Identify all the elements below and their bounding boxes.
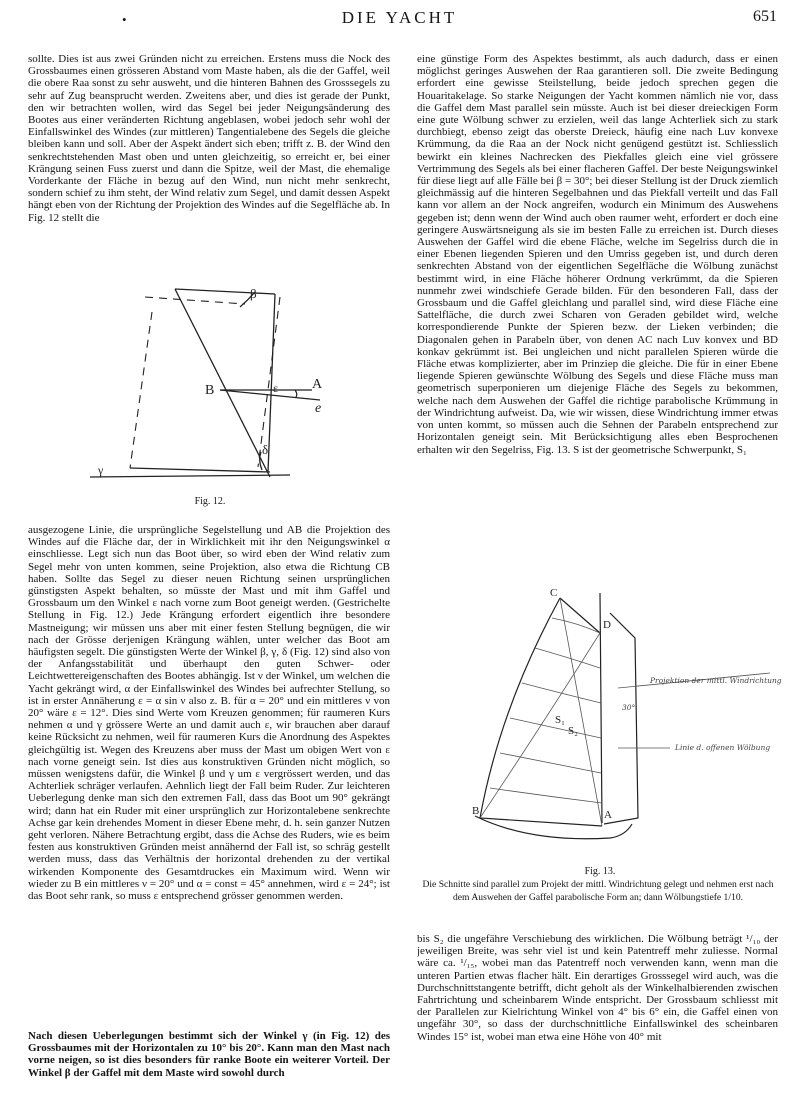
paragraph: sollte. Dies ist aus zwei Gründen nicht zu erreichen. Erstens muss die Nock des Grossbaumes einen grösseren Abstand vom Maste haben, als die der Gaffel, weil die obere Raa sonst zu sehr ausweht, und die hinteren Bahnen des Grosssegels zu sehr auf Zug beansprucht werden. Zweitens aber, und dies ist gerade der Punkt, den wir betrachten wollen, wird das Segel bei jeder Neigungsänderung des Bootes aus einer veränderten Richtung angeblasen, wobei jedoch sehr wohl der Einfallswinkel des Windes (zur mittleren) Tangentialebene des Segels die gleiche bleiben kann und soll. Aber der Aspekt ändert sich eben; trifft z. B. der Wind den senkrechtstehenden Mast oben und unten gleichzeitig, so erreicht er, bei einer Krängung seinen Fuss zuerst und dann die Spitze, weil der Mast, die ehemalige Vorderkante der Fläche in bezug auf den Wind, nun nicht mehr senkrecht, sondern schief zu ihm steht, der Wind relativ zum Segel, und damit dessen Aspekt hängt eben von der Richtung der Projektion des Windes auf die Segelfläche ab. In Fig. 12 stellt die [28,53,390,224]
section-line [552,618,600,633]
sail-plan-diagram [460,588,780,858]
label-b: B [205,383,215,398]
figure-13-note: Die Schnitte sind parallel zum Projekt der mittl. Windrichtung gelegt und nehmen erst nach dem Auswehen der Gaffel parabolische Form an; dann Wölbungstiefe 1/10. [422,879,774,903]
dashed-gaffel-line [145,297,245,304]
gaffel-line [175,289,275,294]
mast-line [600,593,602,823]
boom-line [130,468,270,472]
header-bullet: • [122,12,127,27]
sail-angle-diagram [90,282,323,497]
label-e: e [315,401,322,416]
diagonal-line [560,598,602,826]
left-column-bottom [28,524,390,1034]
tilted-wind-line [220,390,320,400]
diagonal-line [480,633,600,818]
label-delta: δ [262,442,269,457]
label-d: D [603,619,611,631]
label-a: A [312,377,323,392]
right-column-top [417,53,778,575]
paragraph: Nach diesen Ueberlegungen bestimmt sich der Winkel γ (in Fig. 12) des Grossbaumes mit der Horizontalen zu 10° bis 20°. Kann man den Mast nach vorne neigen, so ist dies besonders für ranke Boote ein weiterer Vorteil. Der Winkel β der Gaffel mit dem Maste wird sowohl durch [28,1030,390,1079]
section-line [535,648,600,668]
label-beta: β [250,286,257,301]
journal-title: DIE YACHT [341,8,458,27]
section-line [500,753,601,773]
leech-line [175,289,270,477]
label-s1: S₁ [555,714,565,726]
paragraph: bis S₂ die ungefähre Verschiebung des wirklichen. Die Wölbung beträgt ¹/₁₀ der jeweiligen Breite, was sehr viel ist und kein Patentreff mehr zuliesse. Normal wäre ca. ¹/₁₅, wobei man das Patentreff noch verwenden kann, wenn man die unteren Partien etwas flacher hält. Ein derartiges Grosssegel wird auch, was die Durchschnittstangente betrifft, dicht geholt als der Winkelhalbierenden zwischen Fahrtrichtung und scheinbarem Winde entspricht. Der Grossbaum schliesst mit der Parallelen zur Kielrichtung Winkel von 4° bis 6° ein, die Gaffel einen von ungefähr 30°, so dass der durchschnittliche Einfallswinkel des scheinbaren Windes 15° ist, wobei man etwa eine Höhe von 40° mit [417,933,778,1043]
figure-12-caption: Fig. 12. [194,496,226,507]
label-gamma: γ [98,463,104,477]
epsilon-arc [295,390,297,397]
paragraph: ausgezogene Linie, die ursprüngliche Segelstellung und AB die Projektion des Windes auf die Fläche dar, der in Wirklichkeit mit ihr den Neigungswinkel α einschliesse. Legt sich nun das Boot über, so wird eben der Wind relativ zum Segel mehr von unten kommen, seine Projektion, also etwa die Richtung CB haben. Sollte das Segel zu dieser neuen Richtung seinen ursprünglichen günstigsten Aspekt behalten, so müsste der Mast und mit ihm Gaffel und Grossbaum um den Winkel ε nach vorne zum Boot geneigt werden. (Gestrichelte Stellung in Fig. 12.) Jede Krängung erfordert eigentlich ihre besondere Mastneigung; wir müssen uns aber mit einer festen Stellung begnügen, die wir nach der Grösse derjenigen Krängung wählen, unter welcher das Boot am häufigsten segelt. Die günstigsten Werte der Winkel β, γ, δ (Fig. 12) sind also von der Anfangsstabilität und überhaupt den guten Schwer- oder Leichtwettereigenschaften des Bootes abhängig. Ist ν der Winkel, um welchen die Yacht gekrängt wird, α der Einfallswinkel des Windes bei aufrechter Stellung, so ist in erster Annäherung ε = α sin ν also z. B. für α = 20° und ein mittleres ν von 20° wäre ε = 12°. Dies sind Werte vom Kreuzen genommen; für raumeren Kurs nehmen α und γ grössere Werte an und damit auch ε, wir brauchen aber darauf keine Rücksicht zu nehmen, weil für raumeren Kurs die Anordnung des Aspektes gleichgültig ist. Wegen des Kreuzens aber muss der Mast um obigen Wert von ε nach vorne geneigt sein. Ist dies aus konstruktiven Gründen nicht möglich, so müssen wenigstens dafür, die Winkel β und γ um ε vergrössert werden, und das Achterliek schräger verlaufen. Aehnlich liegt der Fall beim Ruder. Zur leichteren Ueberlegung denke man sich den extremen Fall, dass das Boot um 90° gekrängt wird; dann hat ein Ruder mit einer ursprünglich zur Horizontalebene senkrechte Achse gar kein drehendes Moment in dieser Ebene mehr, d. h. sein ganzer Nutzen geht verloren. Nähere Betrachtung ergibt, dass die Achse des Ruders, wie es beim festen aus konstruktiven Gründen meist annähernd der Fall ist, so schräg gestellt werden muss, dass das Verhältnis der horizontal drehenden zu der vertikal wirkenden Komponente des Gesamtdruckes ein Maximum wird. Wenn wir wieder zu B ein mittleres ν = 20° und α = const = 45° annehmen, wird ε = 24°; ist das Boot sehr rank, so muss ε entsprechend grösser genommen werden. [28,524,390,903]
figure-13-caption: Fig. 13. [584,866,616,877]
wind-projection-note: Projektion der mittl. Windrichtung [650,676,782,685]
left-column-top [28,53,390,279]
label-a: A [604,809,612,821]
page-number: 651 [753,8,777,25]
wolbung-note: Linie d. offenen Wölbung [675,743,771,752]
leech-line [480,598,602,826]
label-s2: S₂ [568,725,578,737]
figure-13 [460,588,780,858]
section-line [490,788,602,803]
paragraph: eine günstige Form des Aspektes bestimmt, als auch dadurch, dass er einen möglichst geringes Auswehen der Raa garantieren soll. Die zweite Bedingung erfordert eine gewisse Steilstellung, beide jedoch sprechen gegen die Houaritakelage. So starke Neigungen der Yacht kommen nämlich nie vor, dass die Gaffel dem Mast parallel sein müsste. Auch ist bei dieser dreieckigen Form eine gute Wölbung schwer zu erzielen, weil das lange Achterliek sich zu stark durchbiegt, ebenso zeigt das oberste Dreieck, häufig eine nach Luv konvexe Krümmung, da die Raa an der Nock nicht genügend gestützt ist. Schliesslich bewirkt ein kleines Nachrecken des Piekfalles gleich eine viel grössere Vertrimmung des Segels als bei einer flacheren Gaffel. Der beste Neigungswinkel für diese liegt auf alle Fälle bei β = 30°; bei dieser Stellung ist der Druck ziemlich gleichmässig auf die hinteren Segelbahnen und das Piekfall verteilt und das Fall kann vor allem an der Nock angreifen, wodurch ein Minimum des Auswehens gegeben ist; denn wenn der Wind auch oben raumer weht, erfordert er doch eine geringere Auswärtsneigung als sie im besten Falle zu erreichen ist. Durch dieses Auswehen der Gaffel wird die ebene Fläche, welche im Segelriss durch die in einer Ebenen liegenden Spieren und den Umriss gegeben ist, und durch deren senkrechten Abstand von der eigentlichen Segelfläche die Wölbung zunächst bestimmt wird, in eine Fläche höherer Ordnung verkrümmt, da die Spieren nunmehr zwei windschiefe Gerade bilden. Für den besonderen Fall, dass der Grossbaum und die Gaffel gleichlang und parallel sind, wird diese Fläche eine Sattelfläche, die durch zwei Scharen von Geraden gebildet wird, welche korrespondierende Punkte der Spieren bezw. der Lieken verbinden; die Diagonalen gehen in Parabeln über, von denen AC nach Luv konvex und BD konkav gekrümmt ist. Bei ungleichen und nicht parallelen Spieren würde die Fläche etwas komplizierter, aber im Prinziep die gleiche. Die für in einer Ebene liegende Spieren gewünschte Wölbung des Segels und diese Fläche muss man geometrisch superponieren um diejenige Fläche des Segels zu bekommen, welche nach dem Auswehen der Gaffel die richtige parabolische Krümmung in der Windrichtung aufweist. Da, wie wir wissen, diese Windrichtung immer etwas von unten kommt, so müssen auch die Sehnen der Parabeln entsprechend zur Horizontalen geneigt sein. Mit Berücksichtigung alles eben Besprochenen erhalten wir den Segelriss, Fig. 13. S ist der geometrische Schwerpunkt, S₁ [417,53,778,456]
label-c: C [550,587,558,599]
right-column-bottom [417,933,778,1101]
angle-note: 30° [622,703,636,712]
gaffel-line [560,598,600,633]
jib-outline [604,613,638,824]
dashed-leech-line [130,312,152,468]
figure-12 [90,282,323,497]
baseline-line [90,475,290,477]
left-column-bold [28,1030,390,1102]
label-b: B [472,805,480,817]
label-epsilon: ε [273,381,279,395]
